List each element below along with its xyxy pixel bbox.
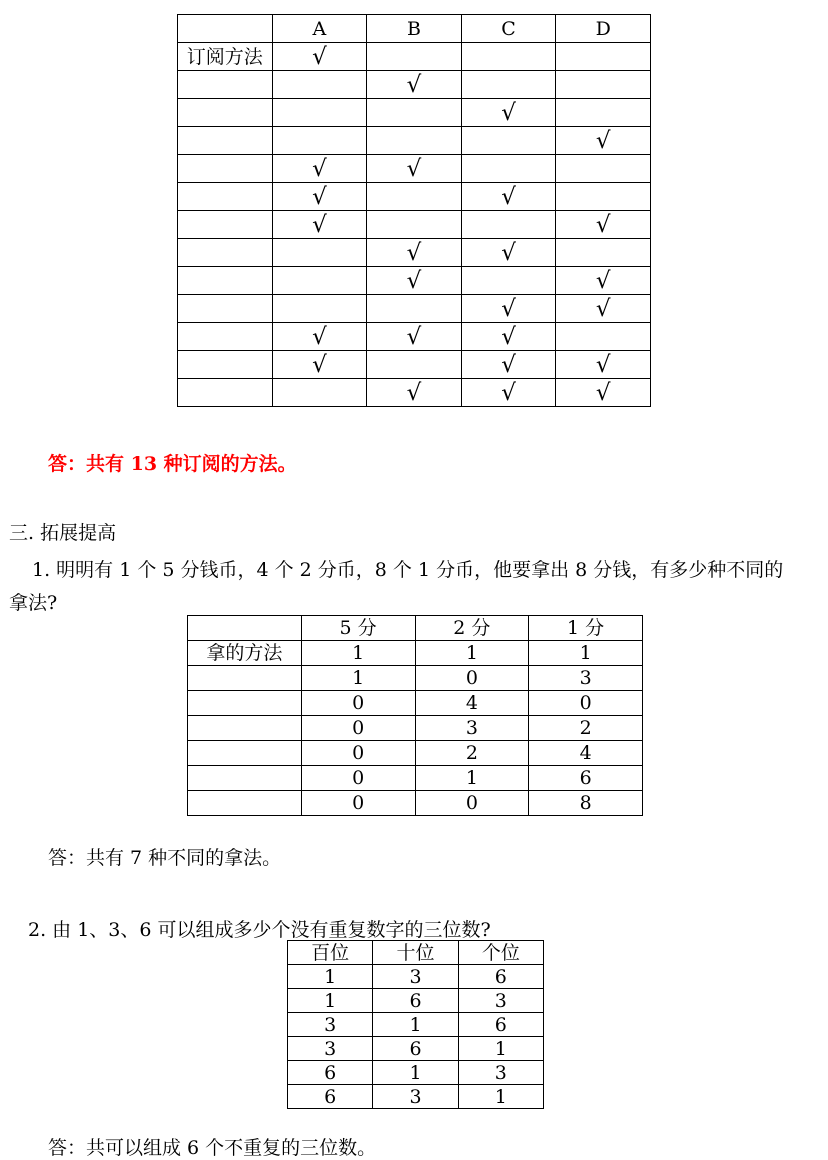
- table-row: [288, 965, 544, 989]
- row-label-empty: [178, 155, 273, 183]
- check-mark-cell: √: [556, 295, 651, 323]
- column-header: C: [461, 15, 556, 43]
- table-row: [188, 766, 643, 791]
- table-row: [178, 155, 651, 183]
- table-cell: 4: [415, 691, 529, 716]
- check-mark-cell: √: [272, 155, 367, 183]
- table-cell: 3: [529, 666, 643, 691]
- table-cell: 6: [458, 1013, 543, 1037]
- row-label-empty: [178, 239, 273, 267]
- table-cell: 0: [415, 791, 529, 816]
- table-cell: 1: [288, 989, 373, 1013]
- check-mark-cell: √: [556, 267, 651, 295]
- empty-cell: [272, 71, 367, 99]
- check-mark-cell: √: [556, 379, 651, 407]
- table-cell: 6: [288, 1061, 373, 1085]
- empty-cell: [367, 99, 462, 127]
- table-cell: 6: [458, 965, 543, 989]
- column-header: D: [556, 15, 651, 43]
- empty-cell: [461, 71, 556, 99]
- table-row: [188, 716, 643, 741]
- check-mark-cell: √: [461, 379, 556, 407]
- question-1-line-2: 拿法?: [9, 592, 58, 614]
- table-cell: 6: [288, 1085, 373, 1109]
- table-cell: 3: [415, 716, 529, 741]
- table-cell: 3: [288, 1013, 373, 1037]
- empty-cell: [367, 43, 462, 71]
- empty-cell: [556, 239, 651, 267]
- column-header: 个位: [458, 941, 543, 965]
- table-cell: 1: [458, 1085, 543, 1109]
- check-mark-cell: √: [556, 127, 651, 155]
- table-row: [178, 323, 651, 351]
- check-mark-cell: √: [461, 351, 556, 379]
- subscription-table: [177, 14, 651, 407]
- table-row: [178, 379, 651, 407]
- header-corner-cell: [188, 616, 302, 641]
- header-corner-cell: [178, 15, 273, 43]
- table-cell: 1: [373, 1061, 458, 1085]
- table-row: [188, 741, 643, 766]
- answer-3: 答：共可以组成 6 个不重复的三位数。: [48, 1137, 377, 1159]
- table-row: [288, 989, 544, 1013]
- column-header: 十位: [373, 941, 458, 965]
- empty-cell: [556, 43, 651, 71]
- table-header-row: [288, 941, 544, 965]
- table-row: [178, 295, 651, 323]
- table-cell: 6: [373, 1037, 458, 1061]
- table-row: [188, 791, 643, 816]
- row-label-empty: [188, 741, 302, 766]
- table-row: [178, 127, 651, 155]
- table-cell: 2: [415, 741, 529, 766]
- check-mark-cell: √: [556, 211, 651, 239]
- row-label-empty: [178, 351, 273, 379]
- table-cell: 1: [529, 641, 643, 666]
- row-label-empty: [178, 71, 273, 99]
- table-row: [178, 99, 651, 127]
- check-mark-cell: √: [461, 295, 556, 323]
- row-label-empty: [178, 379, 273, 407]
- answer-2: 答：共有 7 种不同的拿法。: [48, 847, 282, 869]
- table-cell: 1: [415, 641, 529, 666]
- table-row: [178, 239, 651, 267]
- table-row: [178, 267, 651, 295]
- empty-cell: [272, 127, 367, 155]
- coin-table: [187, 615, 643, 816]
- row-label-empty: [178, 211, 273, 239]
- table-cell: 0: [301, 716, 415, 741]
- table-row: [188, 641, 643, 666]
- empty-cell: [556, 323, 651, 351]
- empty-cell: [367, 211, 462, 239]
- table-cell: 3: [373, 965, 458, 989]
- table-cell: 1: [288, 965, 373, 989]
- table-row: [188, 666, 643, 691]
- table-cell: 3: [373, 1085, 458, 1109]
- check-mark-cell: √: [367, 323, 462, 351]
- check-mark-cell: √: [556, 351, 651, 379]
- table-row: [288, 1061, 544, 1085]
- table-cell: 1: [458, 1037, 543, 1061]
- table-cell: 6: [373, 989, 458, 1013]
- table-cell: 0: [415, 666, 529, 691]
- table-row: [188, 691, 643, 716]
- empty-cell: [367, 183, 462, 211]
- table-row: [178, 43, 651, 71]
- empty-cell: [461, 43, 556, 71]
- empty-cell: [461, 211, 556, 239]
- question-1-line-1: 1. 明明有 1 个 5 分钱币，4 个 2 分币，8 个 1 分币，他要拿出 8 分钱，有多少种不同的: [32, 559, 784, 581]
- table-cell: 1: [415, 766, 529, 791]
- empty-cell: [272, 239, 367, 267]
- table-cell: 1: [373, 1013, 458, 1037]
- table-cell: 0: [301, 766, 415, 791]
- table-row: [288, 1085, 544, 1109]
- check-mark-cell: √: [272, 211, 367, 239]
- table-cell: 6: [529, 766, 643, 791]
- row-label: 拿的方法: [188, 641, 302, 666]
- row-label-empty: [178, 127, 273, 155]
- check-mark-cell: √: [367, 239, 462, 267]
- table-cell: 1: [301, 641, 415, 666]
- column-header: A: [272, 15, 367, 43]
- column-header: 1 分: [529, 616, 643, 641]
- check-mark-cell: √: [272, 43, 367, 71]
- row-label: 订阅方法: [178, 43, 273, 71]
- empty-cell: [556, 71, 651, 99]
- row-label-empty: [178, 295, 273, 323]
- row-label-empty: [188, 791, 302, 816]
- table-cell: 8: [529, 791, 643, 816]
- check-mark-cell: √: [367, 155, 462, 183]
- table-cell: 0: [529, 691, 643, 716]
- empty-cell: [272, 99, 367, 127]
- table-cell: 3: [288, 1037, 373, 1061]
- empty-cell: [272, 267, 367, 295]
- empty-cell: [272, 379, 367, 407]
- row-label-empty: [188, 716, 302, 741]
- column-header: 百位: [288, 941, 373, 965]
- check-mark-cell: √: [461, 323, 556, 351]
- table-cell: 3: [458, 989, 543, 1013]
- check-mark-cell: √: [461, 183, 556, 211]
- table-cell: 0: [301, 691, 415, 716]
- table-cell: 0: [301, 741, 415, 766]
- empty-cell: [461, 267, 556, 295]
- empty-cell: [461, 155, 556, 183]
- table-cell: 2: [529, 716, 643, 741]
- check-mark-cell: √: [272, 183, 367, 211]
- row-label-empty: [188, 666, 302, 691]
- table-row: [178, 351, 651, 379]
- row-label-empty: [188, 766, 302, 791]
- empty-cell: [556, 99, 651, 127]
- table-row: [288, 1037, 544, 1061]
- check-mark-cell: √: [461, 99, 556, 127]
- check-mark-cell: √: [461, 239, 556, 267]
- empty-cell: [461, 127, 556, 155]
- empty-cell: [272, 295, 367, 323]
- check-mark-cell: √: [272, 323, 367, 351]
- row-label-empty: [178, 99, 273, 127]
- table-row: [178, 183, 651, 211]
- table-cell: 0: [301, 791, 415, 816]
- column-header: 2 分: [415, 616, 529, 641]
- check-mark-cell: √: [367, 267, 462, 295]
- row-label-empty: [178, 323, 273, 351]
- empty-cell: [367, 127, 462, 155]
- empty-cell: [556, 155, 651, 183]
- section-3-title: 三. 拓展提高: [9, 522, 117, 544]
- table-header-row: [188, 616, 643, 641]
- check-mark-cell: √: [367, 379, 462, 407]
- check-mark-cell: √: [272, 351, 367, 379]
- row-label-empty: [178, 183, 273, 211]
- row-label-empty: [178, 267, 273, 295]
- table-cell: 1: [301, 666, 415, 691]
- column-header: B: [367, 15, 462, 43]
- answer-1: 答：共有 13 种订阅的方法。: [48, 453, 297, 475]
- table-header-row: [178, 15, 651, 43]
- table-cell: 3: [458, 1061, 543, 1085]
- check-mark-cell: √: [367, 71, 462, 99]
- empty-cell: [367, 351, 462, 379]
- column-header: 5 分: [301, 616, 415, 641]
- table-row: [288, 1013, 544, 1037]
- empty-cell: [367, 295, 462, 323]
- empty-cell: [556, 183, 651, 211]
- row-label-empty: [188, 691, 302, 716]
- question-2: 2. 由 1、3、6 可以组成多少个没有重复数字的三位数?: [28, 919, 491, 941]
- table-row: [178, 71, 651, 99]
- three-digit-table: [287, 940, 544, 1109]
- table-cell: 4: [529, 741, 643, 766]
- table-row: [178, 211, 651, 239]
